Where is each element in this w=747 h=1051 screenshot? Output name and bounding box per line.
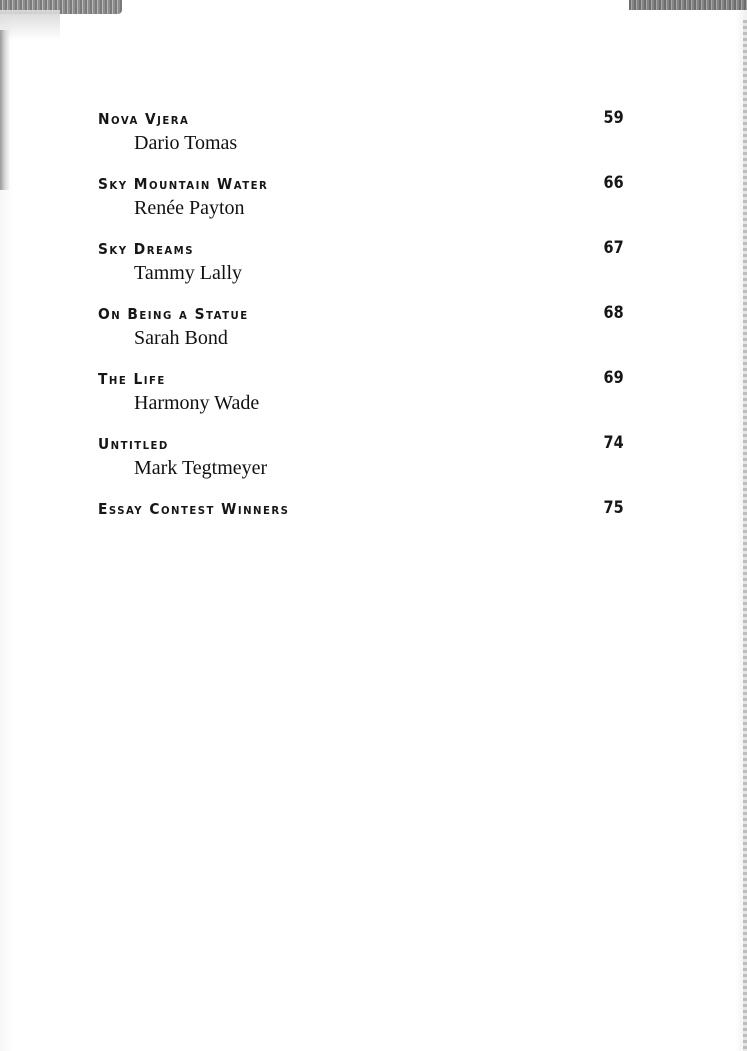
entry-title: Sky Mountain Water — [98, 175, 269, 193]
entry-author: Tammy Lally — [134, 262, 243, 284]
scan-artifact-top-right — [629, 0, 747, 10]
entry-page-number: 66 — [603, 173, 624, 193]
toc-entry — [98, 110, 628, 175]
table-of-contents — [98, 110, 628, 565]
entry-title: Nova Vjera — [98, 110, 190, 128]
entry-author: Harmony Wade — [134, 392, 260, 414]
entry-title: Essay Contest Winners — [98, 500, 290, 518]
entry-page-number: 68 — [603, 303, 624, 323]
entry-page-number: 75 — [603, 498, 624, 518]
toc-entry — [98, 500, 628, 565]
toc-entry — [98, 240, 628, 305]
scan-shadow-left-edge — [0, 30, 10, 190]
entry-author: Sarah Bond — [134, 327, 228, 349]
entry-title: Sky Dreams — [98, 240, 194, 258]
entry-author: Dario Tomas — [134, 132, 238, 154]
entry-author: Mark Tegtmeyer — [134, 457, 268, 479]
entry-author: Renée Payton — [134, 197, 245, 219]
toc-entry — [98, 435, 628, 500]
toc-entry — [98, 175, 628, 240]
entry-title: On Being a Statue — [98, 305, 249, 323]
entry-title: The Life — [98, 370, 166, 388]
toc-entry — [98, 305, 628, 370]
entry-page-number: 67 — [603, 238, 624, 258]
entry-page-number: 74 — [603, 433, 624, 453]
entry-title: Untitled — [98, 435, 169, 453]
scan-shadow-right-edge — [743, 20, 747, 1051]
entry-page-number: 59 — [603, 108, 624, 128]
entry-page-number: 69 — [603, 368, 624, 388]
toc-entry — [98, 370, 628, 435]
